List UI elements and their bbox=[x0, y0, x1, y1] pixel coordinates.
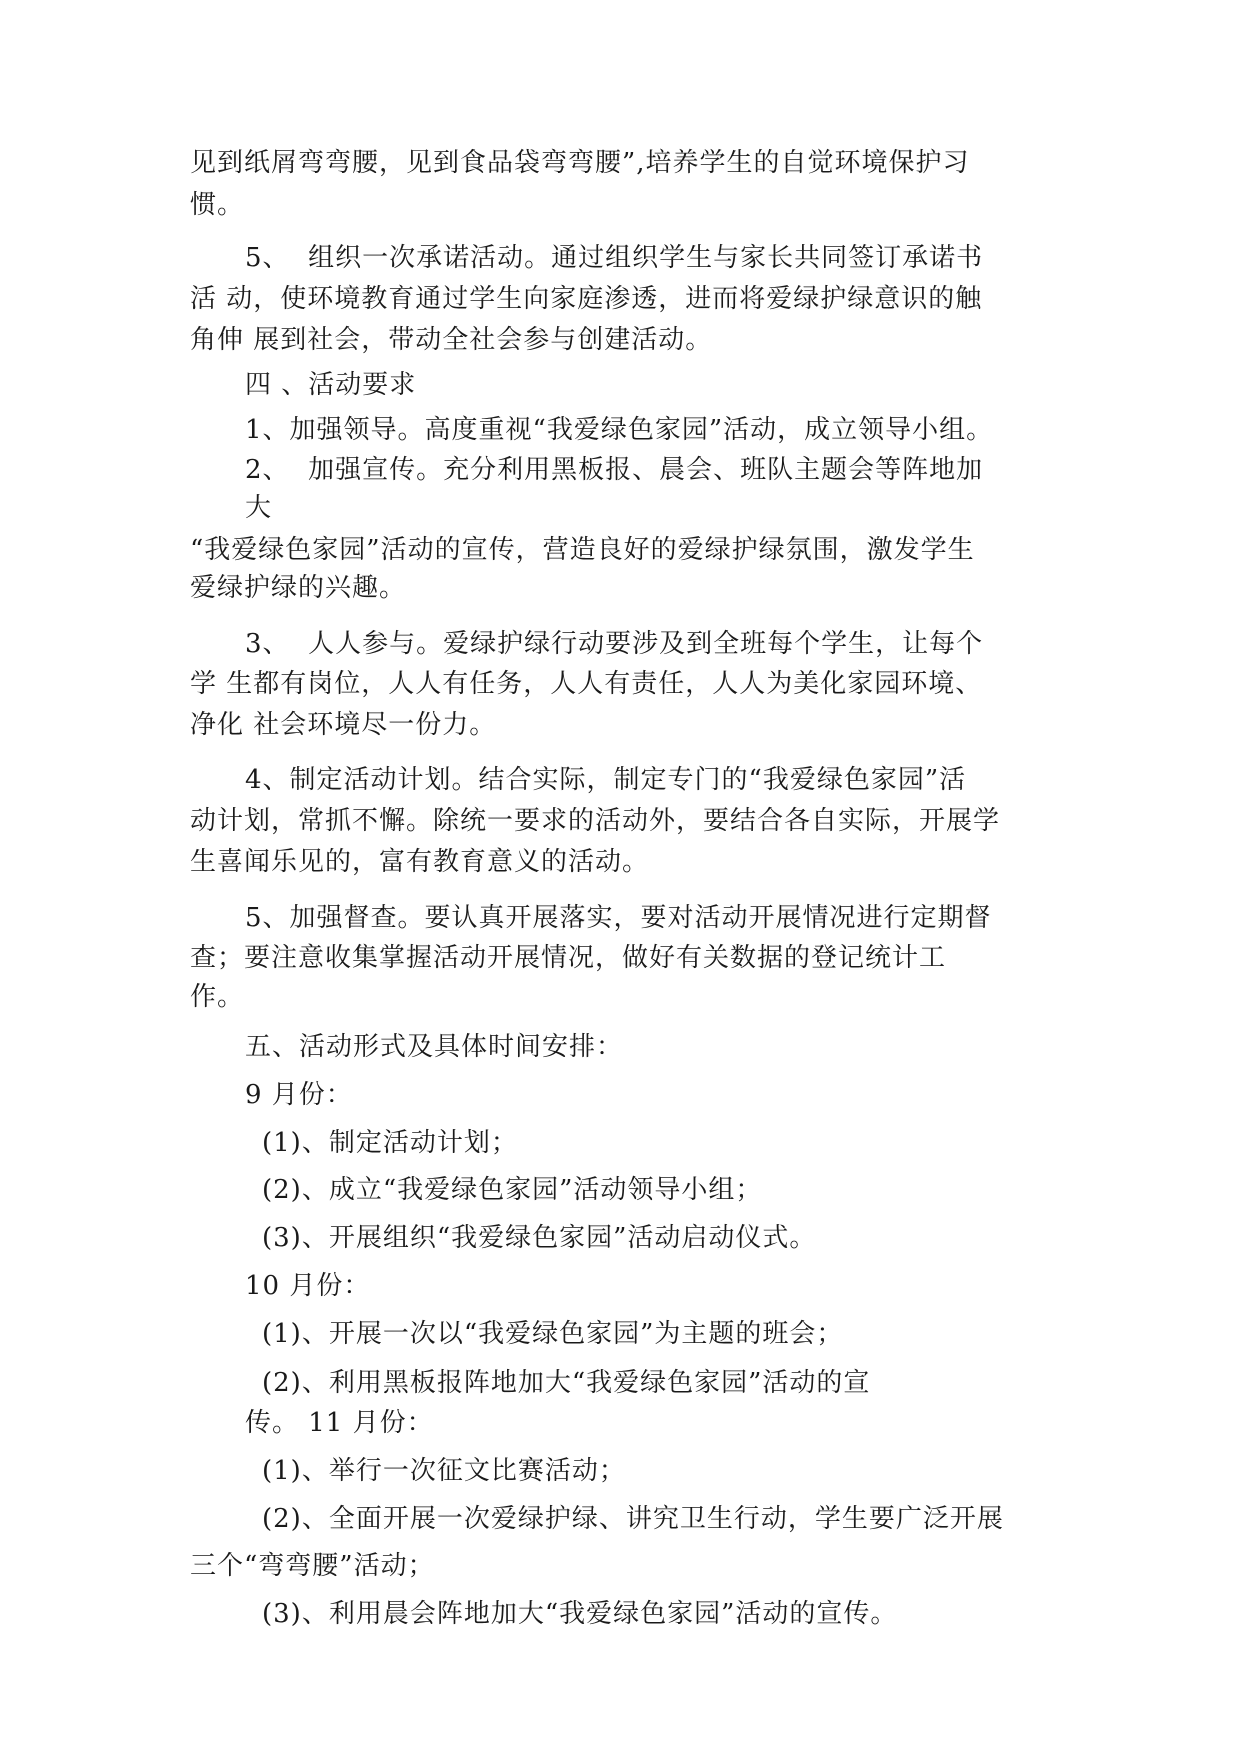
text-line: 2、 加强宣传。充分利用黑板报、晨会、班队主题会等阵地加 bbox=[245, 455, 984, 485]
text-line: 查；要注意收集掌握活动开展情况，做好有关数据的登记统计工 bbox=[190, 943, 947, 973]
text-line: 5、 组织一次承诺活动。通过组织学生与家长共同签订承诺书 bbox=[245, 243, 984, 273]
text-line: 10 月份： bbox=[245, 1271, 371, 1301]
text-line: (2)、全面开展一次爱绿护绿、讲究卫生行动，学生要广泛开展 bbox=[262, 1504, 1004, 1534]
text-line: (1)、开展一次以“我爱绿色家园”为主题的班会； bbox=[262, 1319, 844, 1349]
text-line: 3、 人人参与。爱绿护绿行动要涉及到全班每个学生，让每个 bbox=[245, 629, 984, 659]
text-line: 四 、活动要求 bbox=[245, 370, 417, 400]
text-line: “我爱绿色家园”活动的宣传，营造良好的爱绿护绿氛围，激发学生 bbox=[190, 535, 975, 565]
text-line: 动计划，常抓不懈。除统一要求的活动外，要结合各自实际，开展学 bbox=[190, 806, 1001, 836]
text-line: (2)、成立“我爱绿色家园”活动领导小组； bbox=[262, 1175, 763, 1205]
text-line: 角伸 展到社会，带动全社会参与创建活动。 bbox=[190, 325, 713, 355]
text-line: 见到纸屑弯弯腰，见到食品袋弯弯腰”,培养学生的自觉环境保护习 bbox=[190, 148, 970, 178]
text-line: 5、加强督查。要认真开展落实，要对活动开展情况进行定期督 bbox=[245, 903, 992, 933]
text-line: 大 bbox=[245, 493, 273, 523]
text-line: 活 动，使环境教育通过学生向家庭渗透，进而将爱绿护绿意识的触 bbox=[190, 284, 983, 314]
text-line: 生喜闻乐见的，富有教育意义的活动。 bbox=[190, 847, 650, 877]
text-line: 惯。 bbox=[190, 190, 245, 220]
text-line: 五、活动形式及具体时间安排： bbox=[245, 1032, 624, 1062]
text-line: 三个“弯弯腰”活动； bbox=[190, 1551, 435, 1581]
text-line: 作。 bbox=[190, 982, 245, 1012]
text-line: (1)、举行一次征文比赛活动； bbox=[262, 1456, 626, 1486]
text-line: 净化 社会环境尽一份力。 bbox=[190, 710, 497, 740]
text-line: 9 月份： bbox=[245, 1080, 353, 1110]
text-line: 传。 11 月份： bbox=[245, 1408, 434, 1438]
text-line: (2)、利用黑板报阵地加大“我爱绿色家园”活动的宣 bbox=[262, 1368, 871, 1398]
text-line: 4、制定活动计划。结合实际，制定专门的“我爱绿色家园”活 bbox=[245, 765, 967, 795]
text-line: 学 生都有岗位，人人有任务，人人有责任，人人为美化家园环境、 bbox=[190, 669, 983, 699]
text-line: 1、加强领导。高度重视“我爱绿色家园”活动，成立领导小组。 bbox=[245, 415, 994, 445]
text-line: (3)、利用晨会阵地加大“我爱绿色家园”活动的宣传。 bbox=[262, 1599, 898, 1629]
text-line: (3)、开展组织“我爱绿色家园”活动启动仪式。 bbox=[262, 1223, 817, 1253]
text-line: 爱绿护绿的兴趣。 bbox=[190, 573, 407, 603]
text-line: (1)、制定活动计划； bbox=[262, 1128, 518, 1158]
